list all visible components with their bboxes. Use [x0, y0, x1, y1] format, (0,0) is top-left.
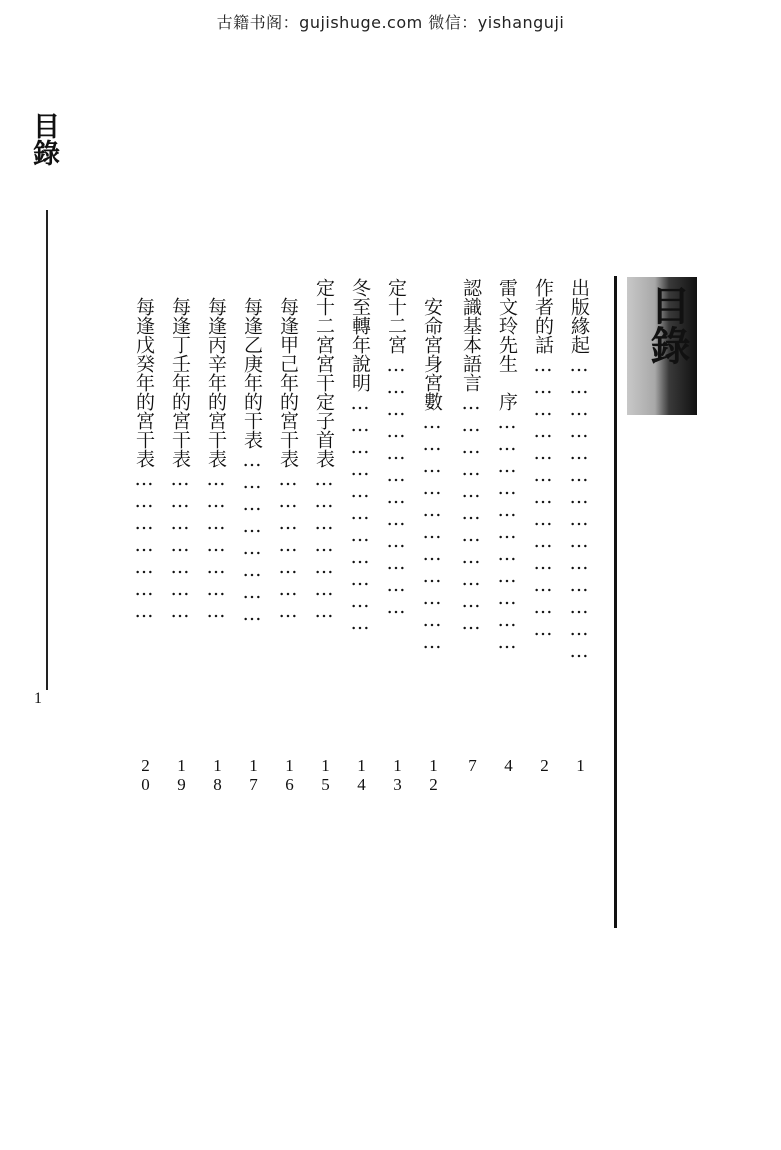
toc-entry-page: 19 — [172, 756, 191, 794]
toc-entry-page: 16 — [280, 756, 299, 794]
toc-entry-page: 13 — [388, 756, 407, 794]
toc-entry-title: 作者的話………………………………… — [532, 278, 554, 640]
side-rule-line — [46, 210, 48, 690]
toc-entry-page: 4 — [499, 756, 518, 775]
toc-entry-title: 安命宮身宮數…………………………… — [421, 278, 443, 653]
toc-entry-page: 15 — [316, 756, 335, 794]
contents-rule-line — [614, 276, 617, 928]
page-number: 1 — [34, 690, 42, 707]
toc-entry-title: 定十二宮……………………………… — [385, 278, 407, 618]
toc-entry-title: 雷文玲先生 序…………………………… — [496, 278, 518, 653]
toc-entry-title: 定十二宮宮干定子首表………………… — [313, 278, 335, 622]
toc-entry-page: 14 — [352, 756, 371, 794]
toc-entry-page: 17 — [244, 756, 263, 794]
toc-entry-title: 每逢乙庚年的干表…………………… — [241, 278, 263, 625]
toc-entry-page: 1 — [571, 756, 590, 775]
watermark-text: 古籍书阁：gujishuge.com 微信：yishanguji — [216, 13, 565, 32]
toc-entry-page: 20 — [136, 756, 155, 794]
toc-entry-page: 2 — [535, 756, 554, 775]
banner-title: 目錄 — [644, 285, 691, 365]
contents-banner — [627, 277, 697, 415]
toc-entry-title: 每逢甲己年的宮干表………………… — [277, 278, 299, 622]
toc-entry-page: 12 — [424, 756, 443, 794]
toc-entry-title: 冬至轉年說明…………………………… — [349, 278, 371, 634]
toc-entry-title: 出版緣起…………………………………… — [568, 278, 590, 662]
toc-entry-page: 7 — [463, 756, 482, 775]
toc-entry-title: 認識基本語言…………………………… — [460, 278, 482, 634]
toc-entry-page: 18 — [208, 756, 227, 794]
toc-entry-title: 每逢丁壬年的宮干表………………… — [169, 278, 191, 622]
toc-entry-title: 每逢丙辛年的宮干表………………… — [205, 278, 227, 622]
side-running-title: 目錄 — [28, 112, 59, 166]
toc-entry-title: 每逢戊癸年的宮干表………………… — [133, 278, 155, 622]
